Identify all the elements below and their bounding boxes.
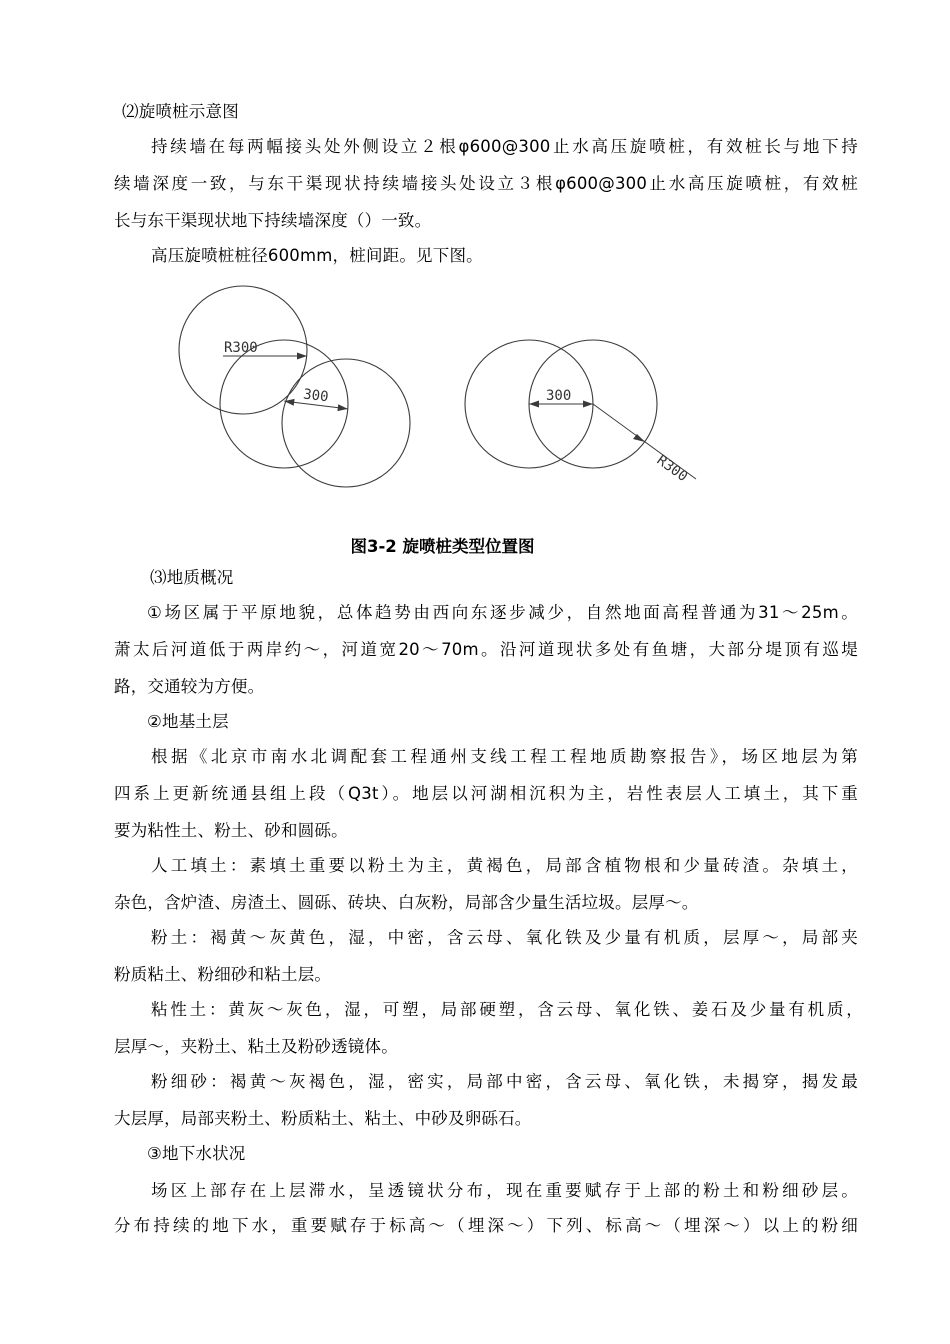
paragraph-line: 人工填土：素填土重要以粉土为主，黄褐色，局部含植物根和少量砖渣。杂填土， (151, 856, 858, 875)
arrow-head (297, 353, 307, 360)
paragraph-line: 粉土：褐黄～灰黄色，湿，中密，含云母、氧化铁及少量有机质，层厚～，局部夹 (151, 928, 858, 947)
paragraph-line: 大层厚，局部夹粉土、粉质粘土、粘土、中砂及卵砾石。 (114, 1109, 532, 1128)
paragraph-line: 分布持续的地下水，重要赋存于标高～（埋深～）下列、标高～（埋深～）以上的粉细 (114, 1216, 858, 1235)
paragraph-line: 杂色，含炉渣、房渣土、圆砾、砖块、白灰粉，局部含少量生活垃圾。层厚～。 (114, 893, 699, 912)
paragraph-line: 高压旋喷桩桩径600mm，桩间距。见下图。 (151, 246, 483, 265)
paragraph-line: 长与东干渠现状地下持续墙深度（）一致。 (114, 211, 432, 230)
arrow-head (633, 434, 645, 442)
paragraph-line: 粘性土：黄灰～灰色，湿，可塑，局部硬塑，含云母、氧化铁、姜石及少量有机质， (151, 1000, 863, 1019)
jet-grout-pile-diagram (0, 0, 950, 540)
right-spacing-label: 300 (546, 388, 572, 404)
paragraph-line: 路，交通较为方便。 (114, 677, 265, 696)
right-radius-label: R300 (653, 452, 691, 486)
section-heading-jet-grout-diagram: ⑵旋喷桩示意图 (122, 102, 239, 121)
arrow-head (583, 401, 593, 408)
paragraph-line: 层厚～，夹粉土、粘土及粉砂透镜体。 (114, 1037, 398, 1056)
paragraph-line: 四系上更新统通县组上段（Q3t）。地层以河湖相沉积为主，岩性表层人工填土，其下重 (114, 784, 858, 803)
paragraph-line: 根据《北京市南水北调配套工程通州支线工程工程地质勘察报告》，场区地层为第 (151, 747, 858, 766)
pile-circle (220, 340, 348, 468)
paragraph-line: ①场区属于平原地貌，总体趋势由西向东逐步减少，自然地面高程普通为31～25m。 (147, 603, 858, 622)
pile-circle (282, 359, 410, 487)
left-spacing-label: 300 (302, 386, 330, 406)
paragraph-line: 持续墙在每两幅接头处外侧设立２根φ600@300止水高压旋喷桩，有效桩长与地下持 (151, 137, 858, 156)
left-radius-label: R300 (224, 340, 258, 356)
paragraph-line: 粉质粘土、粉细砂和粘土层。 (114, 965, 332, 984)
paragraph-line: 场区上部存在上层滞水，呈透镜状分布，现在重要赋存于上部的粉土和粉细砂层。 (151, 1181, 858, 1200)
paragraph-line: 萧太后河道低于两岸约～，河道宽20～70m。沿河道现状多处有鱼塘，大部分堤顶有巡堤 (114, 640, 858, 659)
paragraph-line: 要为粘性土、粉土、砂和圆砾。 (114, 821, 348, 840)
section-heading-geology: ⑶地质概况 (150, 568, 234, 587)
figure-caption: 图3-2 旋喷桩类型位置图 (350, 537, 535, 556)
paragraph-line: 粉细砂：褐黄～灰褐色，湿，密实，局部中密，含云母、氧化铁，未揭穿，揭发最 (151, 1072, 858, 1091)
section-heading-foundation-soil: ②地基土层 (147, 712, 229, 731)
section-heading-groundwater: ③地下水状况 (147, 1144, 246, 1163)
arrow-head (529, 401, 539, 408)
paragraph-line: 续墙深度一致，与东干渠现状持续墙接头处设立３根φ600@300止水高压旋喷桩，有效桩 (114, 174, 858, 193)
